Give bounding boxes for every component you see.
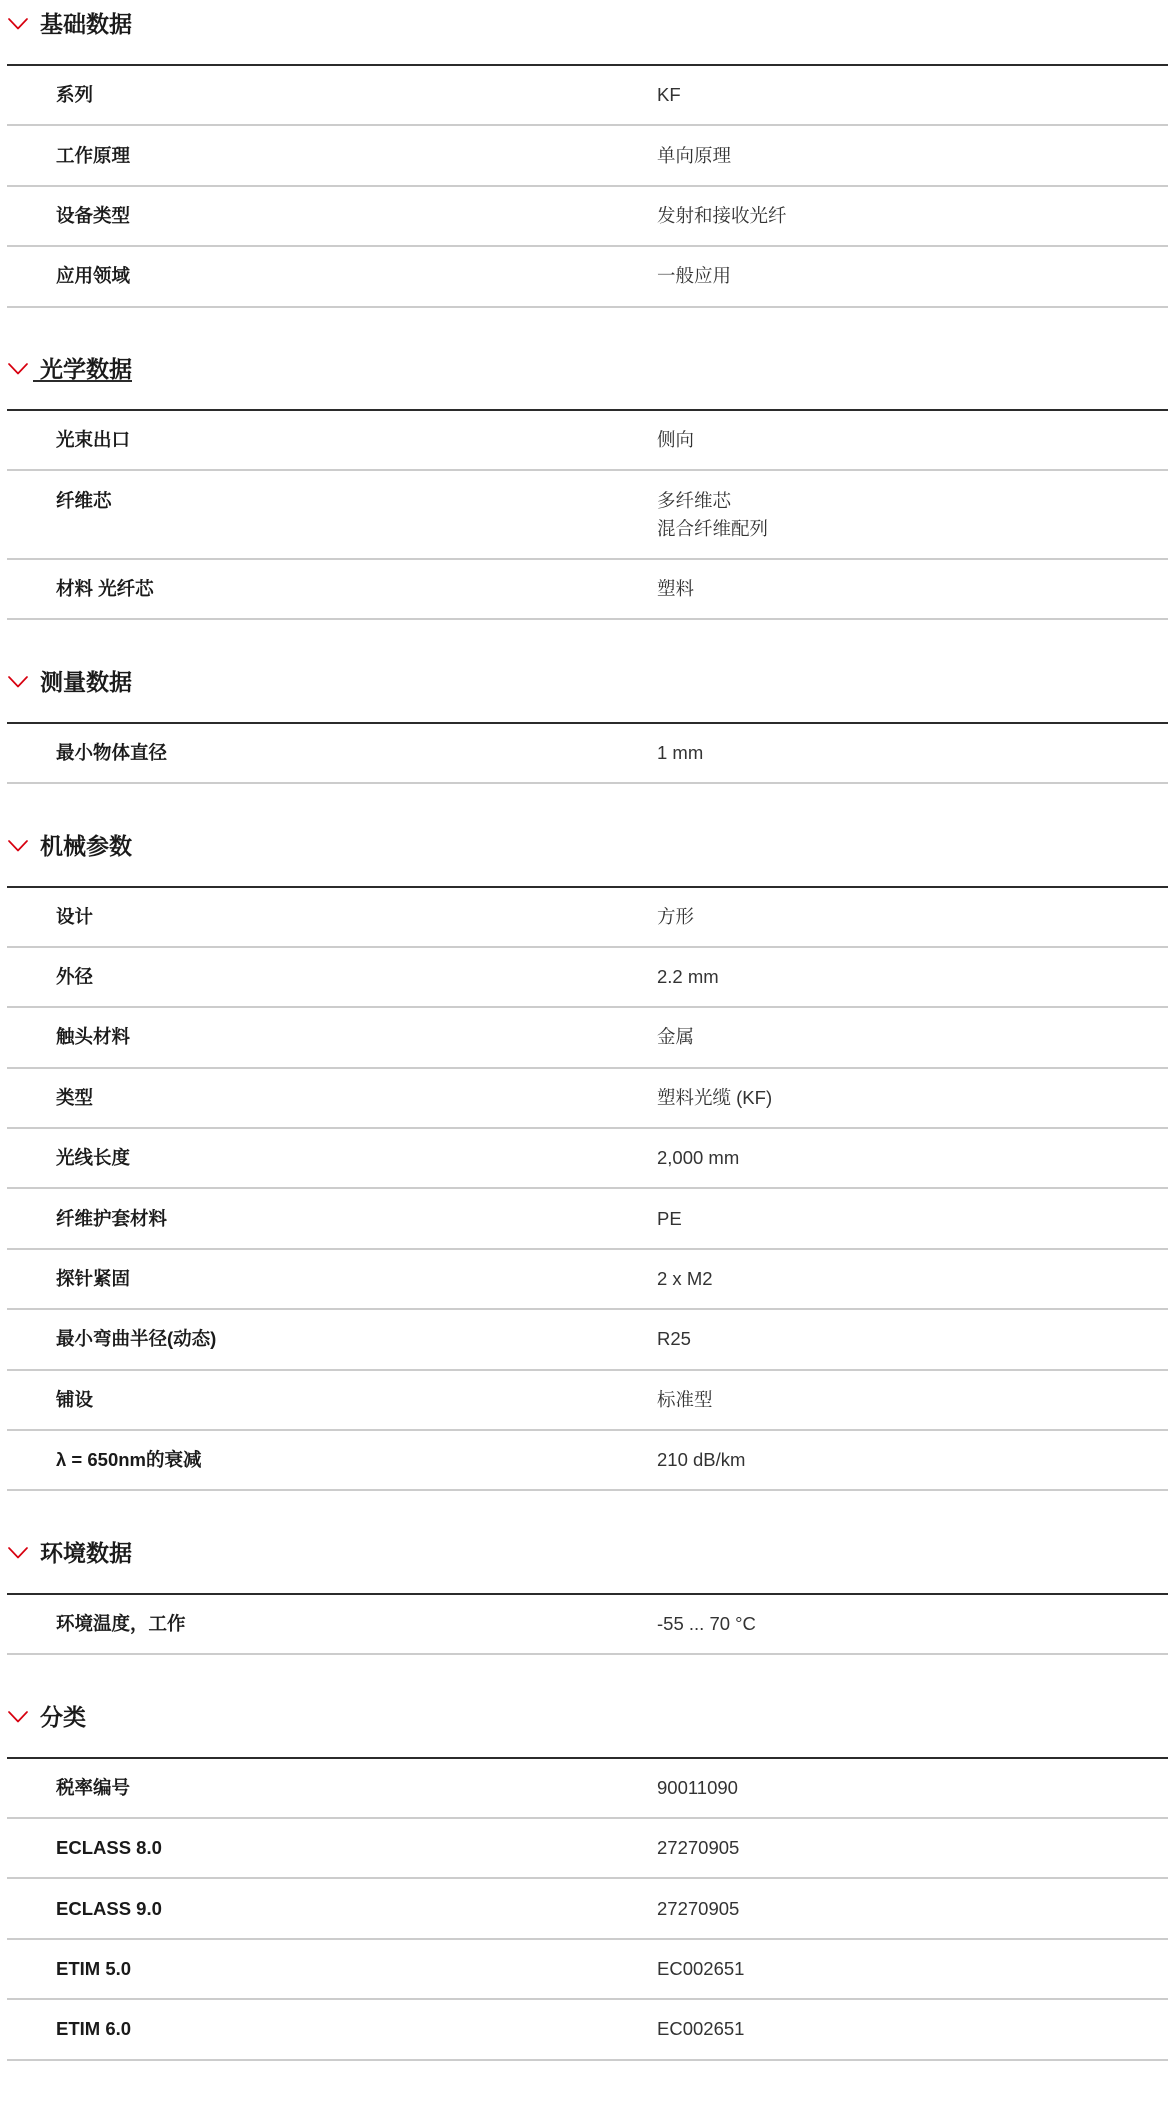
spec-row <box>7 888 1168 948</box>
spec-value: 210 dB/km <box>657 1449 746 1471</box>
spec-row <box>7 247 1168 307</box>
section-measurement-data <box>7 658 1168 784</box>
spec-label: ETIM 5.0 <box>56 1957 132 1979</box>
spec-row <box>7 126 1168 186</box>
spec-row <box>7 948 1168 1008</box>
spec-row <box>7 66 1168 126</box>
spec-value: EC002651 <box>657 1957 745 1979</box>
spec-value: 标准型 <box>657 1388 713 1410</box>
spec-value: 单向原理 <box>657 144 732 166</box>
spec-value <box>657 487 1168 543</box>
spec-label: 工作原理 <box>56 144 131 166</box>
spec-label: 光线长度 <box>56 1147 131 1169</box>
spec-value: EC002651 <box>657 2018 745 2040</box>
section-environmental-data <box>7 1529 1168 1655</box>
spec-row <box>7 1310 1168 1370</box>
spec-row <box>7 1819 1168 1879</box>
chevron-down-icon[interactable] <box>8 1547 28 1559</box>
spec-value: 27270905 <box>657 1897 740 1919</box>
section-optical-data <box>7 345 1168 620</box>
section-header-mechanical-parameters[interactable] <box>7 822 1168 888</box>
spec-value: KF <box>657 84 681 106</box>
section-header-classification[interactable] <box>7 1693 1168 1759</box>
spec-label: 触头材料 <box>56 1026 131 1048</box>
spec-row <box>7 2000 1168 2060</box>
spec-label: 应用领域 <box>56 265 131 287</box>
spec-value: 2,000 mm <box>657 1147 740 1169</box>
spec-label: 铺设 <box>56 1388 94 1410</box>
chevron-down-icon[interactable] <box>8 18 28 30</box>
section-header-measurement-data[interactable] <box>7 658 1168 724</box>
spec-label: 材料 光纤芯 <box>56 577 154 599</box>
spec-label: 光束出口 <box>56 429 131 451</box>
spec-label: ECLASS 9.0 <box>56 1897 162 1919</box>
spec-row <box>7 1371 1168 1431</box>
spec-sheet <box>7 0 1168 2061</box>
spec-label: 系列 <box>56 84 94 106</box>
section-basic-data <box>7 0 1168 308</box>
spec-value: 方形 <box>657 905 695 927</box>
chevron-down-icon[interactable] <box>8 840 28 852</box>
spec-row <box>7 1250 1168 1310</box>
spec-value: 1 mm <box>657 741 704 763</box>
spec-row <box>7 1069 1168 1129</box>
spec-label: 税率编号 <box>56 1776 131 1798</box>
spec-value: 侧向 <box>657 429 695 451</box>
spec-value: 90011090 <box>657 1776 738 1798</box>
spec-value: 27270905 <box>657 1837 740 1859</box>
section-mechanical-parameters <box>7 822 1168 1492</box>
spec-value: 发射和接收光纤 <box>657 204 787 226</box>
section-classification <box>7 1693 1168 2061</box>
spec-label: λ = 650nm的衰减 <box>56 1449 202 1471</box>
spec-label: 最小物体直径 <box>56 741 168 763</box>
spec-row <box>7 411 1168 471</box>
chevron-down-icon[interactable] <box>8 363 28 375</box>
spec-row <box>7 471 1168 559</box>
chevron-down-icon[interactable] <box>8 1711 28 1723</box>
spec-value: PE <box>657 1207 682 1229</box>
spec-row <box>7 560 1168 620</box>
section-header-optical-data[interactable] <box>7 345 1168 411</box>
spec-label: 设计 <box>56 905 94 927</box>
spec-label: 环境温度，工作 <box>56 1612 186 1634</box>
spec-value: 一般应用 <box>657 265 732 287</box>
spec-value: R25 <box>657 1328 691 1350</box>
spec-label: ETIM 6.0 <box>56 2018 132 2040</box>
section-header-environmental-data[interactable] <box>7 1529 1168 1595</box>
spec-value-line: 多纤维芯 <box>657 489 732 511</box>
spec-label: ECLASS 8.0 <box>56 1837 162 1859</box>
section-title: 测量数据 <box>40 668 132 695</box>
spec-row <box>7 1008 1168 1068</box>
spec-label: 最小弯曲半径(动态) <box>56 1328 217 1350</box>
spec-value: 塑料光缆 (KF) <box>657 1086 773 1108</box>
spec-row <box>7 1879 1168 1939</box>
section-title: 基础数据 <box>40 11 132 37</box>
spec-row <box>7 724 1168 784</box>
spec-value: 2 x M2 <box>657 1267 713 1289</box>
spec-label: 纤维护套材料 <box>56 1207 168 1229</box>
spec-value-line: 混合纤维配列 <box>657 517 769 539</box>
spec-value: -55 ... 70 °C <box>657 1612 756 1634</box>
section-title: 分类 <box>40 1703 86 1730</box>
spec-label: 纤维芯 <box>56 489 112 511</box>
spec-value: 塑料 <box>657 577 695 599</box>
chevron-down-icon[interactable] <box>8 676 28 688</box>
spec-label: 探针紧固 <box>56 1267 131 1289</box>
section-title: 环境数据 <box>40 1539 132 1566</box>
section-title: 机械参数 <box>40 832 132 859</box>
spec-row <box>7 187 1168 247</box>
section-title: 光学数据 <box>33 356 132 382</box>
spec-row <box>7 1595 1168 1655</box>
spec-label: 类型 <box>56 1086 94 1108</box>
spec-value: 2.2 mm <box>657 966 719 988</box>
spec-label: 设备类型 <box>56 204 131 226</box>
spec-row <box>7 1129 1168 1189</box>
section-header-basic-data[interactable] <box>7 0 1168 66</box>
spec-label: 外径 <box>56 966 94 988</box>
spec-value: 金属 <box>657 1026 695 1048</box>
spec-row <box>7 1189 1168 1249</box>
spec-row <box>7 1431 1168 1491</box>
spec-row <box>7 1940 1168 2000</box>
spec-row <box>7 1759 1168 1819</box>
